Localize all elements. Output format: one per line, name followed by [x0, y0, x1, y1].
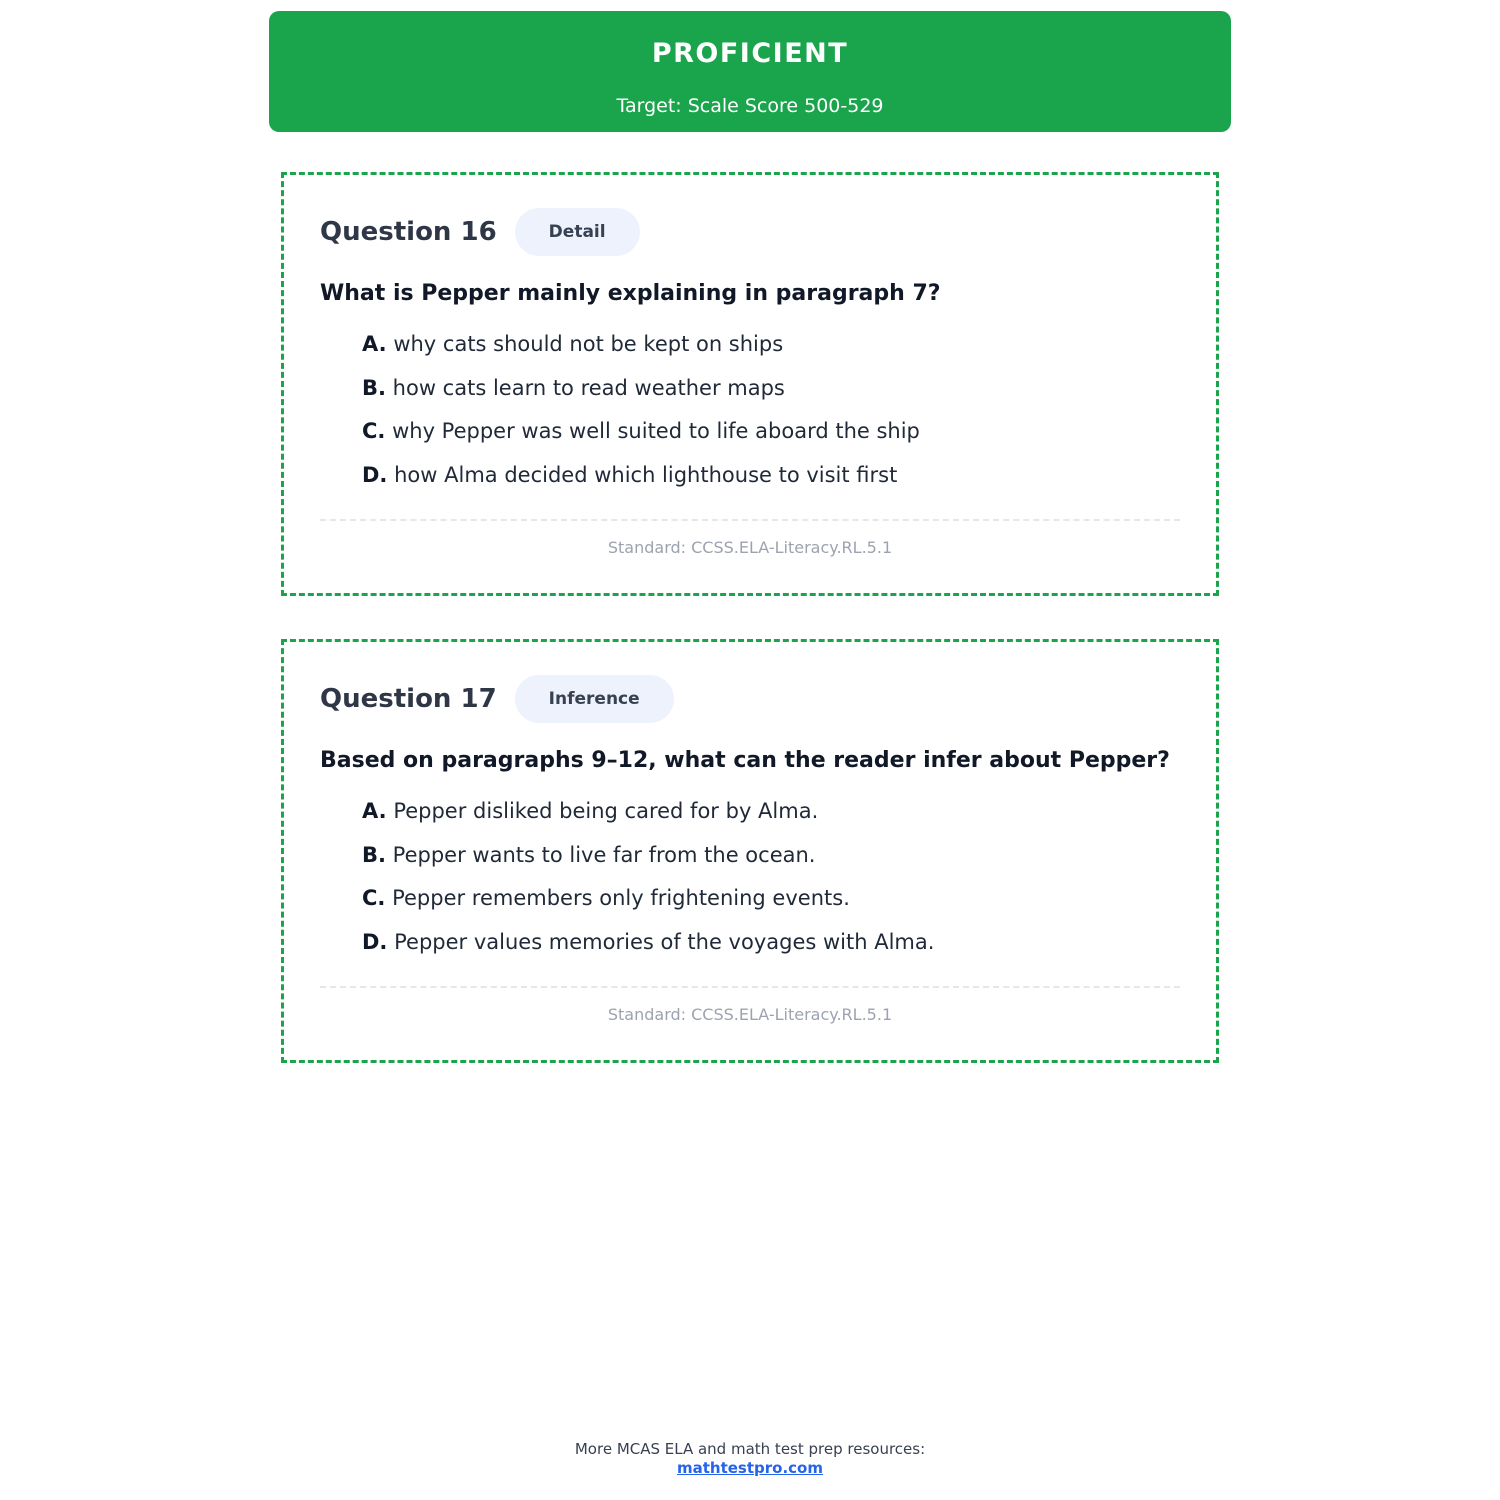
option-letter: C. [362, 419, 386, 444]
answer-option-d[interactable] [362, 461, 920, 489]
option-text: Pepper remembers only frightening events. [392, 886, 850, 911]
option-letter: A. [362, 332, 387, 356]
option-letter: B. [362, 842, 386, 867]
footer [0, 1440, 1500, 1478]
divider [320, 986, 1180, 988]
footer-text: More MCAS ELA and math test prep resources: [574, 1440, 926, 1458]
question-card [281, 172, 1219, 596]
answer-option-a[interactable] [362, 330, 920, 358]
option-text: Pepper values memories of the voyages with Alma. [394, 930, 935, 955]
answer-option-a[interactable] [362, 797, 934, 825]
standard-label: Standard: CCSS.ELA-Literacy.RL.5.1 [607, 538, 893, 557]
option-text: how Alma decided which lighthouse to visit first [394, 463, 898, 488]
question-header [320, 674, 674, 724]
question-prompt: What is Pepper mainly explaining in paragraph 7? [320, 281, 941, 306]
answer-option-c[interactable] [362, 884, 934, 912]
answer-options [362, 330, 920, 505]
option-text: why Pepper was well suited to life aboard the ship [392, 419, 920, 444]
option-letter: A. [362, 799, 387, 823]
option-text: Pepper disliked being cared for by Alma. [393, 799, 819, 823]
question-type-badge: Detail [515, 208, 640, 256]
option-text: Pepper wants to live far from the ocean. [392, 842, 816, 867]
answer-option-d[interactable] [362, 928, 934, 956]
question-type-badge: Inference [515, 675, 674, 723]
option-letter: B. [362, 375, 386, 400]
divider [320, 519, 1180, 521]
answer-option-b[interactable] [362, 841, 934, 869]
level-banner [269, 11, 1231, 132]
footer-link[interactable]: mathtestpro.com [676, 1459, 823, 1477]
level-title: PROFICIENT [651, 38, 849, 69]
question-number: Question 16 [320, 217, 497, 247]
answer-option-c[interactable] [362, 417, 920, 445]
option-text: why cats should not be kept on ships [393, 332, 784, 356]
option-letter: C. [362, 886, 386, 911]
answer-options [362, 797, 934, 972]
question-card [281, 639, 1219, 1063]
option-text: how cats learn to read weather maps [392, 375, 785, 400]
option-letter: D. [362, 463, 388, 488]
target-score: Target: Scale Score 500-529 [616, 95, 884, 117]
question-number: Question 17 [320, 684, 497, 714]
answer-option-b[interactable] [362, 374, 920, 402]
option-letter: D. [362, 930, 388, 955]
standard-label: Standard: CCSS.ELA-Literacy.RL.5.1 [607, 1005, 893, 1024]
question-header [320, 207, 640, 257]
question-prompt: Based on paragraphs 9–12, what can the reader infer about Pepper? [320, 748, 1170, 773]
